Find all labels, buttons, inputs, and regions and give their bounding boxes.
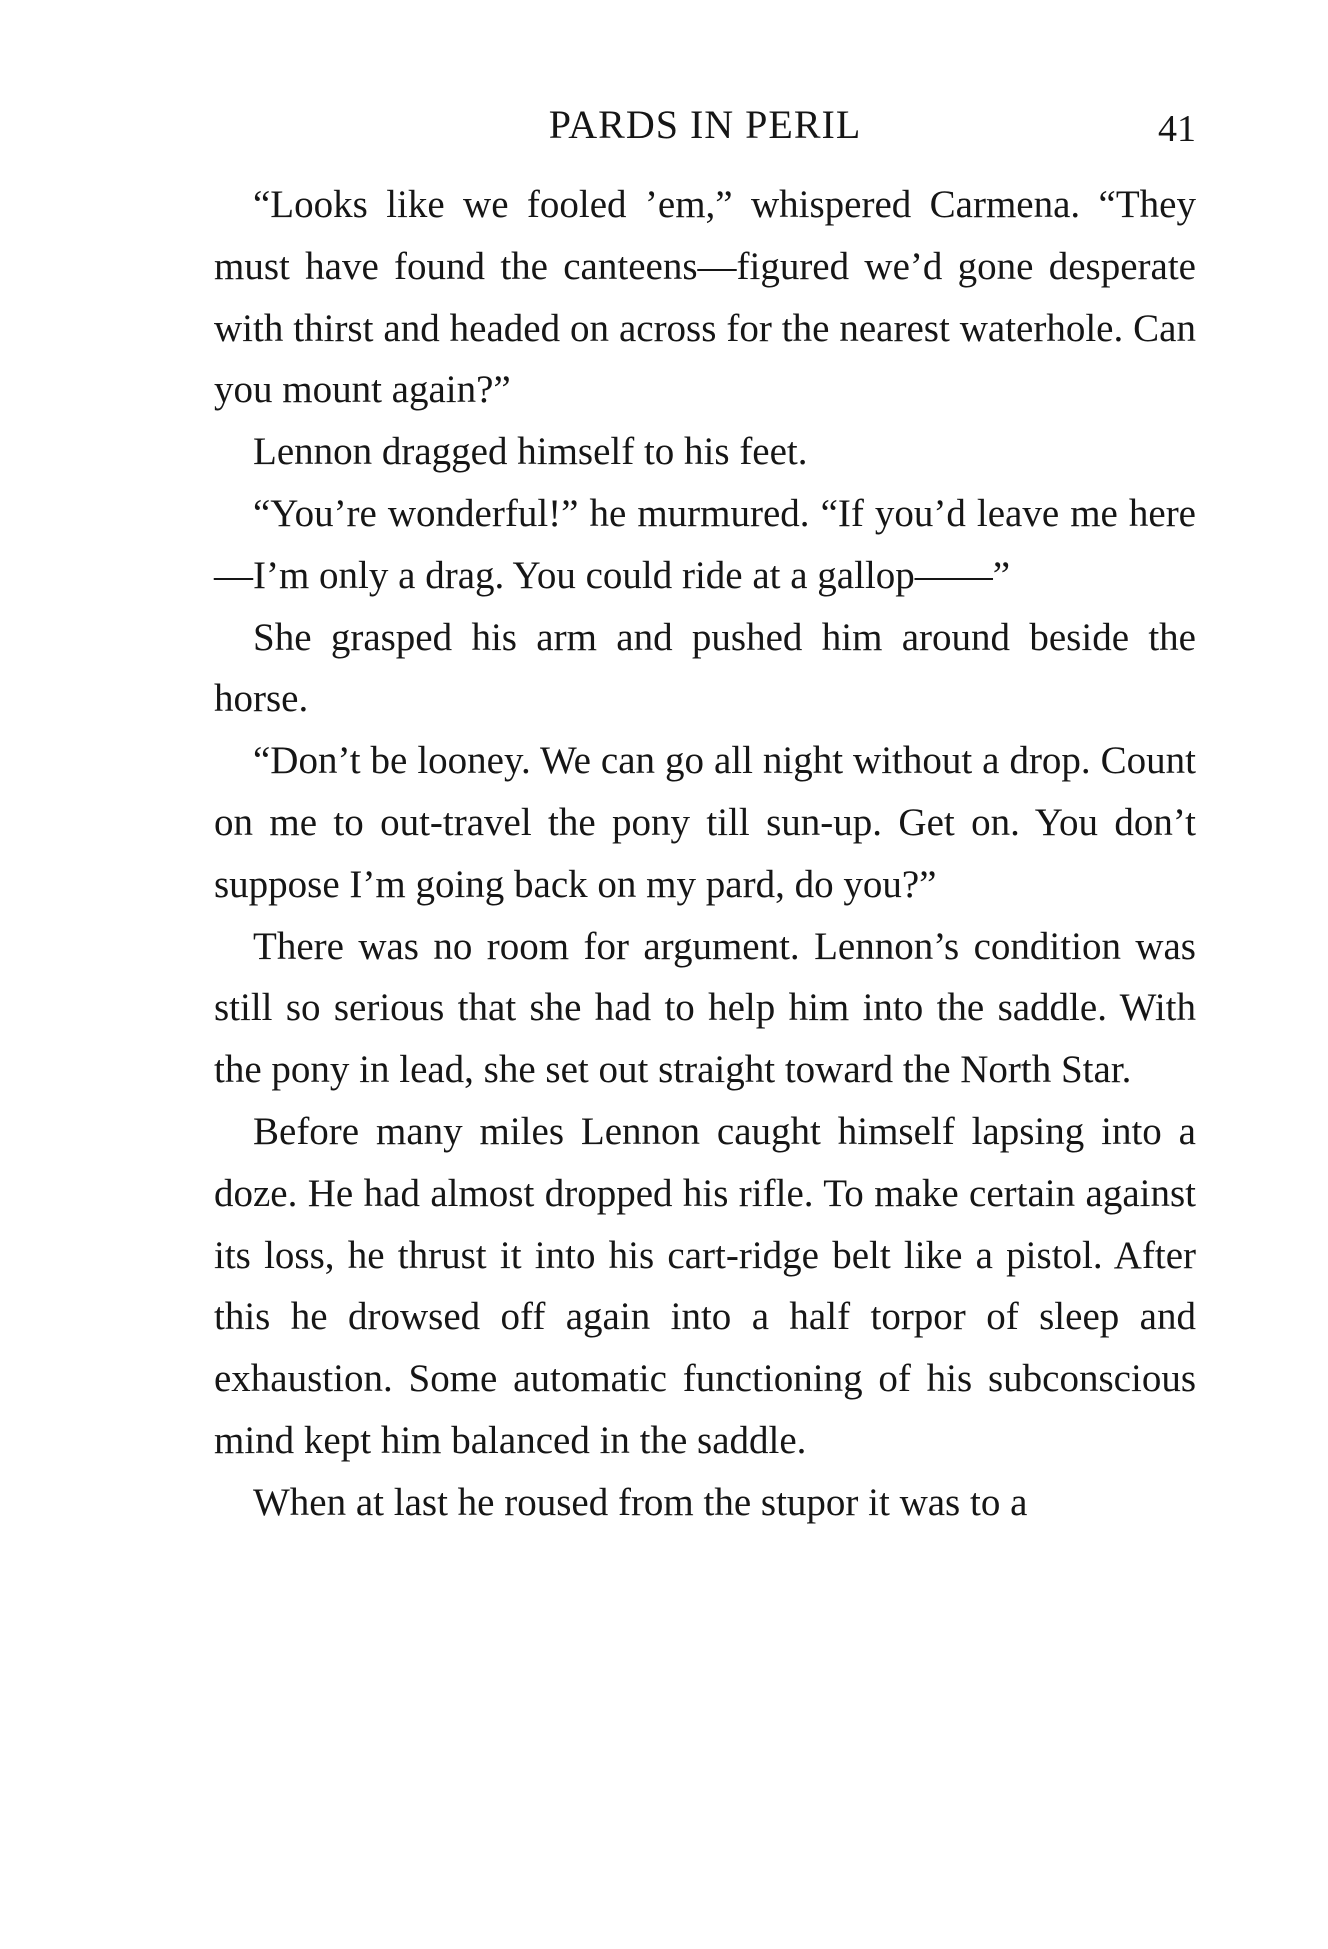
paragraph: “Looks like we fooled ’em,” whispered Carmena. “They must have found the canteens—figured we’d gone desperate with thirst and headed on across for the nearest waterhole. Can you mount again?” [214, 183, 1196, 412]
paragraph: Before many miles Lennon caught himself lapsing into a doze. He had almost dropped his rifle. To make certain against its loss, he thrust it into his cart-ridge belt like a pistol. After this he drowsed off again into a half torpor of sleep and exhaustion. Some automatic functioning of his subconscious mind kept him balanced in the saddle. [214, 1109, 1196, 1462]
paragraph: When at last he roused from the stupor it was to a [253, 1480, 1028, 1524]
paragraph: “Don’t be looney. We can go all night without a drop. Count on me to out-travel the pony till sun-up. Get on. You don’t suppose I’m going back on my pard, do you?” [214, 739, 1196, 906]
paragraph: “You’re wonderful!” he murmured. “If you’d leave me here—I’m only a drag. You could ride at a gallop——” [214, 491, 1196, 597]
running-title: PARDS IN PERIL [548, 102, 862, 147]
page-number: 41 [1158, 108, 1196, 150]
running-head [214, 100, 1196, 150]
paragraph: Lennon dragged himself to his feet. [253, 430, 808, 474]
body-text [214, 174, 1196, 1534]
paragraph: There was no room for argument. Lennon’s condition was still so serious that she had to help him into the saddle. With the pony in lead, she set out straight toward the North Star. [214, 924, 1196, 1092]
paragraph: She grasped his arm and pushed him around beside the horse. [214, 615, 1196, 721]
